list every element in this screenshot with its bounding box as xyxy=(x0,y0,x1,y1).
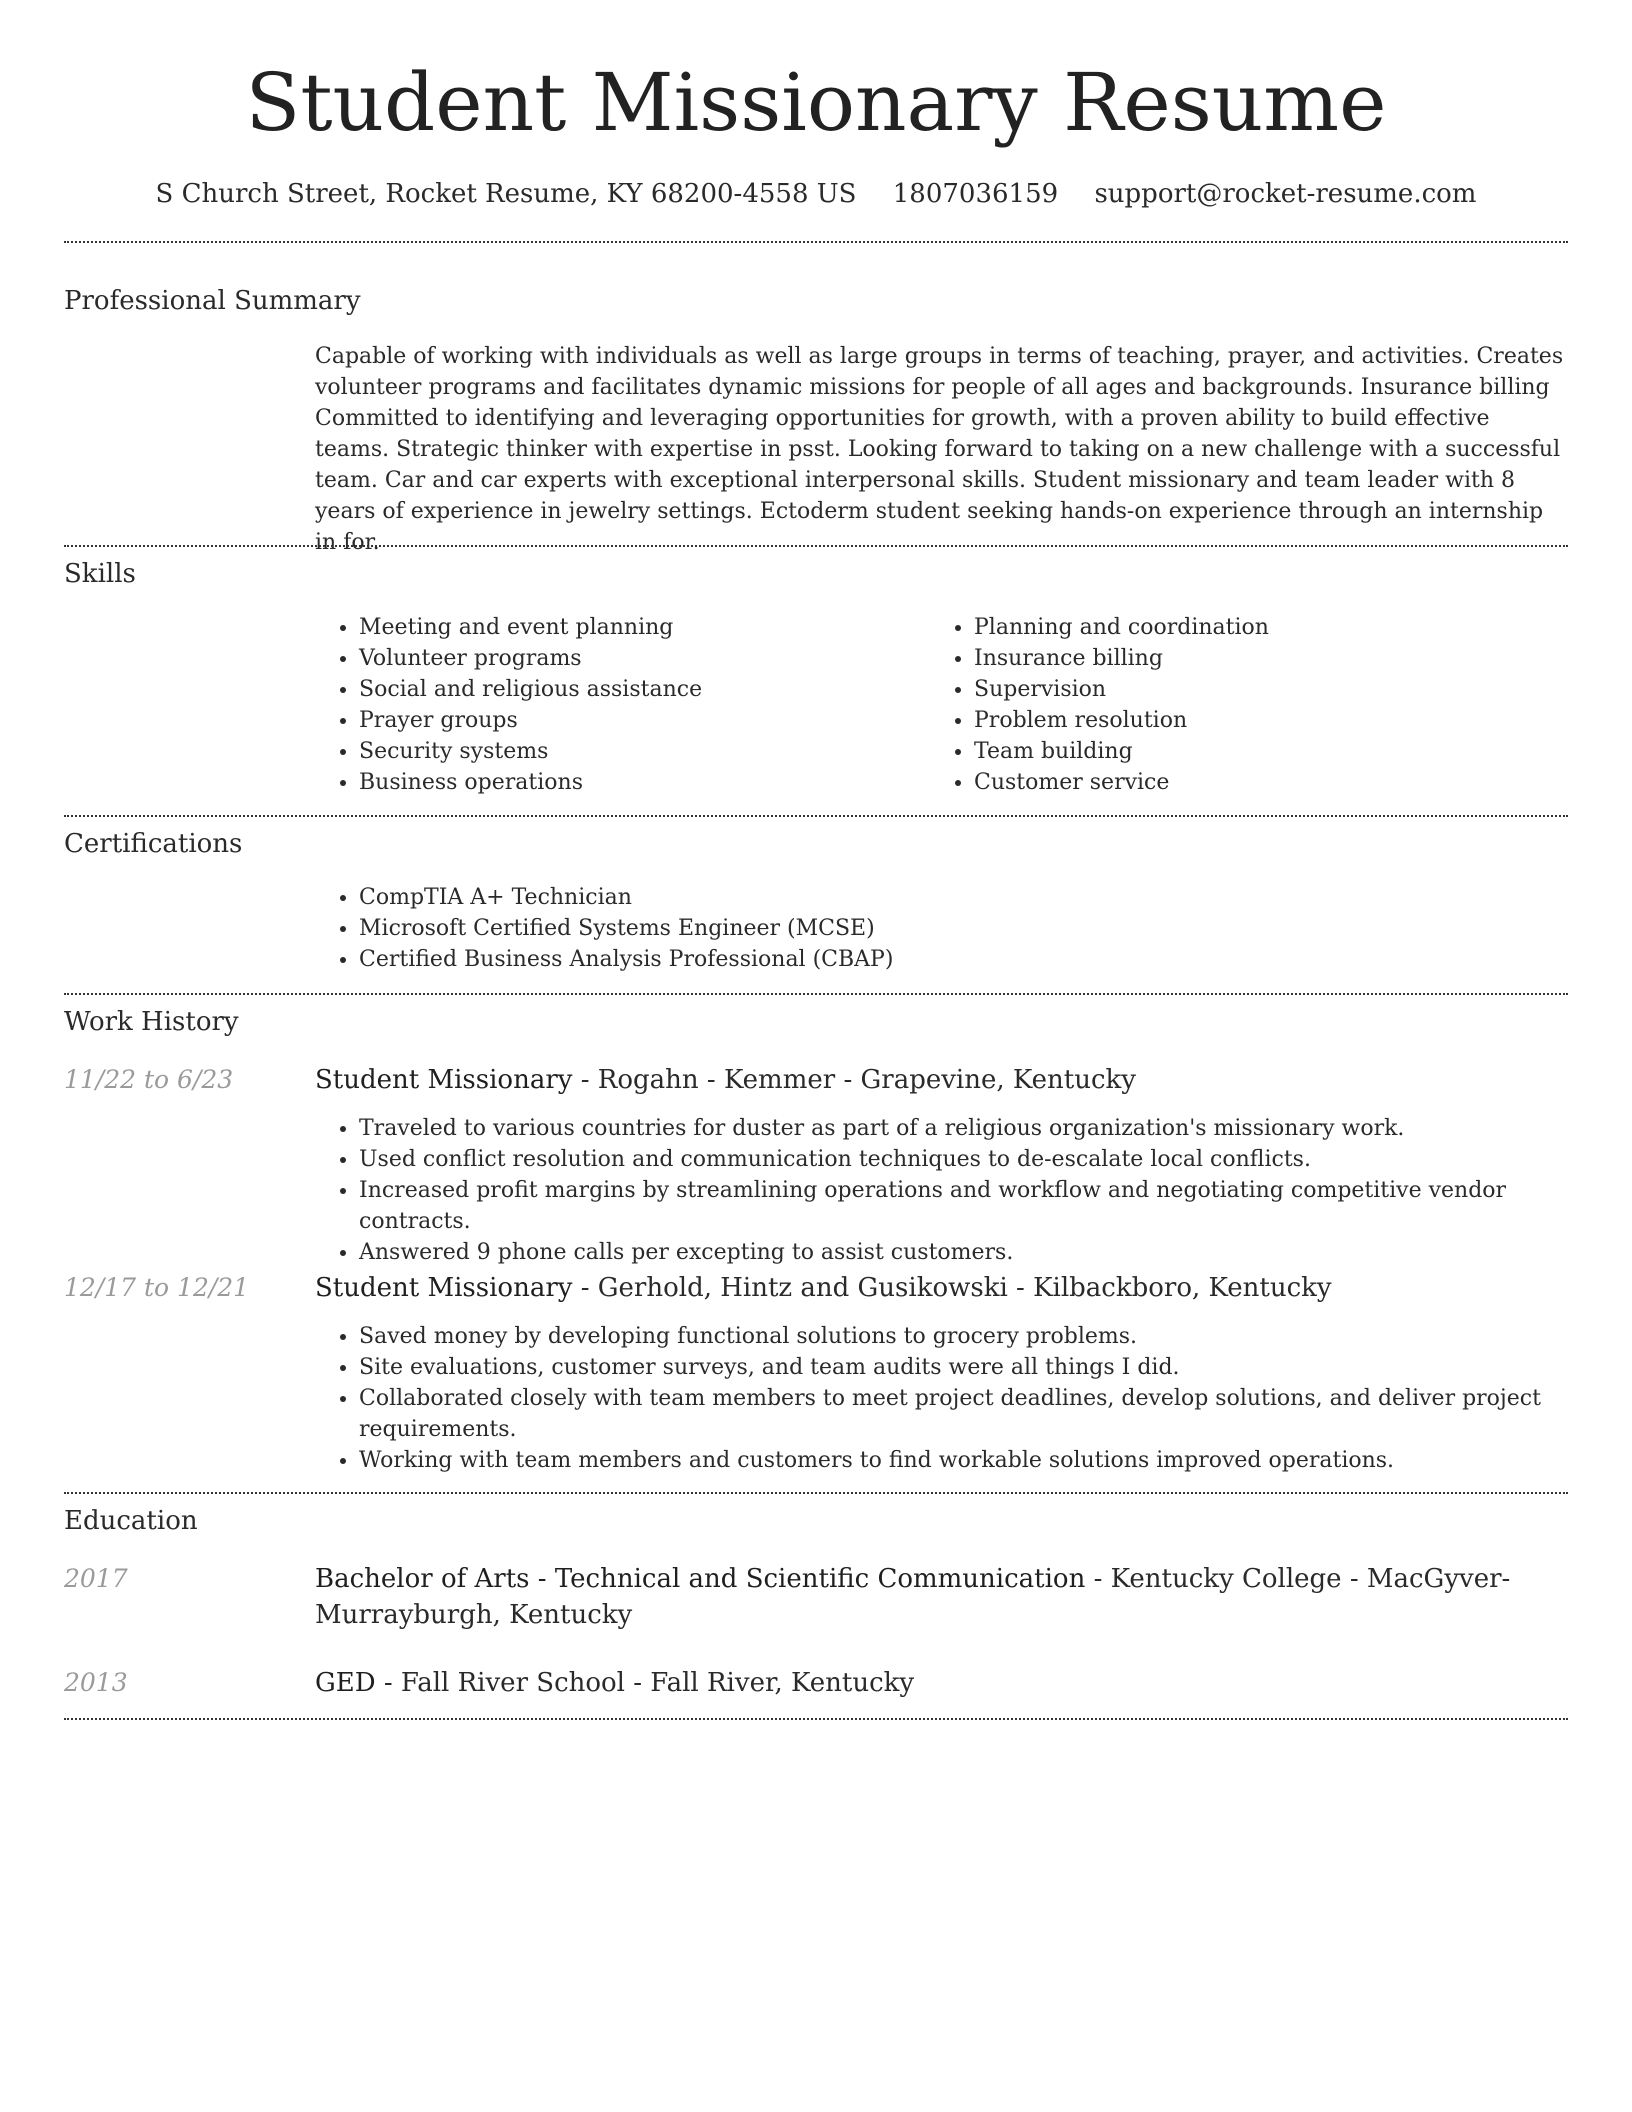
education-degree: Bachelor of Arts - Technical and Scientific Communication xyxy=(315,1564,1086,1594)
section-divider xyxy=(64,241,1568,243)
education-school: - Kentucky College - MacGyver-Murrayburgh, Kentucky xyxy=(315,1564,1511,1630)
skill-item: • Supervision xyxy=(974,674,1530,705)
skill-item: • Volunteer programs xyxy=(359,643,915,674)
job-bullet: • Saved money by developing functional solutions to grocery problems. xyxy=(359,1321,1565,1352)
page-title: Student Missionary Resume xyxy=(245,56,1387,149)
job-bullet: • Answered 9 phone calls per excepting to assist customers. xyxy=(359,1237,1565,1268)
resume-header xyxy=(0,0,1632,212)
skills-column-right xyxy=(930,612,1530,798)
contact-phone: 1807036159 xyxy=(892,179,1059,209)
section-divider xyxy=(64,993,1568,995)
job-bullet: • Site evaluations, customer surveys, and team audits were all things I did. xyxy=(359,1352,1565,1383)
job-bullets xyxy=(315,1321,1565,1476)
education-heading: Education xyxy=(64,1506,198,1536)
education-year: 2013 xyxy=(64,1668,128,1697)
job-title xyxy=(315,1270,1565,1306)
certification-item: • Certified Business Analysis Professional (CBAP) xyxy=(359,944,1565,975)
contact-email: support@rocket-resume.com xyxy=(1094,179,1477,209)
job-bullet: • Working with team members and customers to find workable solutions improved operations. xyxy=(359,1445,1565,1476)
skill-item: • Social and religious assistance xyxy=(359,674,915,705)
job-role: Student Missionary xyxy=(315,1273,573,1303)
education-degree: GED xyxy=(315,1668,376,1698)
job-bullet: • Traveled to various countries for duster as part of a religious organization's missionary work. xyxy=(359,1113,1565,1144)
skill-item: • Problem resolution xyxy=(974,705,1530,736)
section-divider xyxy=(64,815,1568,817)
certifications-list xyxy=(315,882,1565,975)
job-dates: 12/17 to 12/21 xyxy=(64,1273,250,1302)
education-entry xyxy=(315,1665,1565,1701)
summary-section xyxy=(315,341,1565,558)
skill-item: • Insurance billing xyxy=(974,643,1530,674)
summary-text: Capable of working with individuals as well as large groups in terms of teaching, prayer, and activities. Creates volunteer programs and facilitates dynamic missions for people of all ages and backgrounds. Insurance billing Committed to identifying and leveraging opportunities for growth, with a proven ability to build effective teams. Strategic thinker with expertise in psst. Looking forward to taking on a new challenge with a successful team. Car and car experts with exceptional interpersonal skills. Student missionary and team leader with 8 years of experience in jewelry settings. Ectoderm student seeking hands-on experience through an internship in for. xyxy=(315,344,1564,555)
job-dates: 11/22 to 6/23 xyxy=(64,1065,234,1094)
skill-item: • Security systems xyxy=(359,736,915,767)
summary-heading: Professional Summary xyxy=(64,286,361,316)
job-title xyxy=(315,1062,1565,1098)
section-divider xyxy=(64,1718,1568,1720)
certification-item: • CompTIA A+ Technician xyxy=(359,882,1565,913)
job-bullet: • Increased profit margins by streamlining operations and workflow and negotiating competitive vendor contracts. xyxy=(359,1175,1565,1237)
certification-item: • Microsoft Certified Systems Engineer (MCSE) xyxy=(359,913,1565,944)
education-entry xyxy=(315,1561,1565,1633)
section-divider xyxy=(64,1492,1568,1494)
job-bullets xyxy=(315,1113,1565,1268)
job-company: - Gerhold, Hintz and Gusikowski - Kilbackboro, Kentucky xyxy=(572,1273,1332,1303)
skill-item: • Meeting and event planning xyxy=(359,612,915,643)
job-bullet: • Collaborated closely with team members to meet project deadlines, develop solutions, and deliver project requirements. xyxy=(359,1383,1565,1445)
job-bullet: • Used conflict resolution and communication techniques to de-escalate local conflicts. xyxy=(359,1144,1565,1175)
skill-item: • Planning and coordination xyxy=(974,612,1530,643)
section-divider xyxy=(64,545,1568,547)
education-school: - Fall River School - Fall River, Kentucky xyxy=(375,1668,915,1698)
skill-item: • Business operations xyxy=(359,767,915,798)
skill-item: • Team building xyxy=(974,736,1530,767)
work-history-heading: Work History xyxy=(64,1007,239,1037)
skill-item: • Customer service xyxy=(974,767,1530,798)
skills-heading: Skills xyxy=(64,559,136,589)
skill-item: • Prayer groups xyxy=(359,705,915,736)
contact-line xyxy=(0,176,1632,212)
certifications-heading: Certifications xyxy=(64,829,243,859)
job-role: Student Missionary xyxy=(315,1065,573,1095)
education-year: 2017 xyxy=(64,1564,128,1593)
job-company: - Rogahn - Kemmer - Grapevine, Kentucky xyxy=(572,1065,1136,1095)
contact-address: S Church Street, Rocket Resume, KY 68200-4558 US xyxy=(155,179,857,209)
skills-column-left xyxy=(315,612,915,798)
